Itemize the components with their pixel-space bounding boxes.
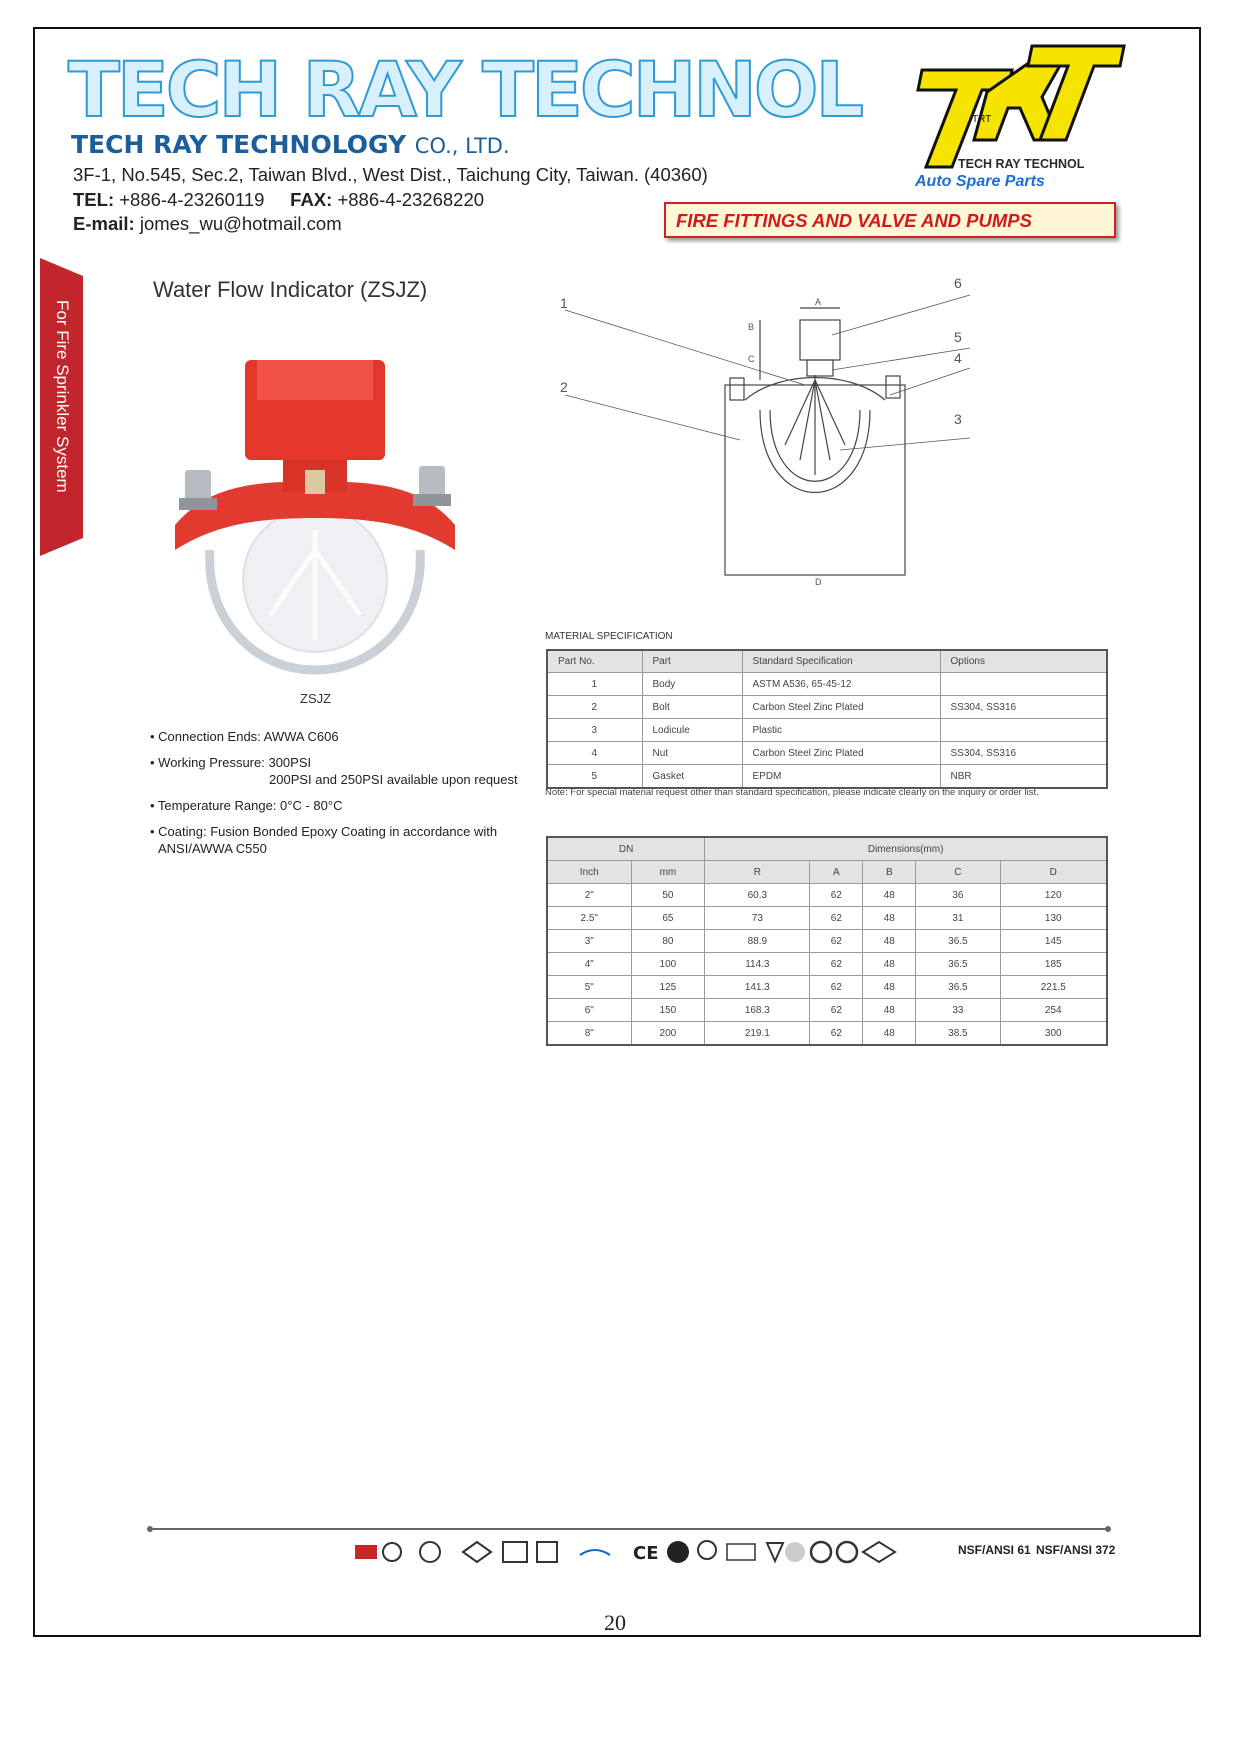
table-cell: Gasket [642,765,742,789]
table-cell: 31 [916,907,1000,930]
table-cell: Body [642,673,742,696]
fax-value: +886-4-23268220 [337,189,485,210]
dim-label-d: D [815,577,822,587]
kc-icon [811,1542,831,1562]
table-cell: ASTM A536, 65-45-12 [742,673,940,696]
table-cell: 168.3 [705,999,810,1022]
table-header-cell: Standard Specification [742,650,940,673]
fm-approved-icon [463,1542,491,1562]
table-cell: 60.3 [705,884,810,907]
table-header-row [547,650,1107,673]
tel-label: TEL: [73,189,115,210]
table-cell: 62 [810,884,863,907]
cert-nsf-61: NSF/ANSI 61 [958,1543,1031,1557]
callout-4: 4 [954,350,962,366]
spec-connection: • Connection Ends: AWWA C606 [150,729,339,744]
table-row [547,884,1107,907]
table-row [547,765,1107,789]
table-cell: 73 [705,907,810,930]
callout-6: 6 [954,275,962,291]
table-cell: 33 [916,999,1000,1022]
callout-1: 1 [560,295,568,311]
table-cell: 48 [863,884,916,907]
ul-listed-icon [420,1542,440,1562]
table-cell: 88.9 [705,930,810,953]
spec-coating-standard: ANSI/AWWA C550 [158,841,267,856]
table-cell: 145 [1000,930,1107,953]
cert-nsf-372: NSF/ANSI 372 [1036,1543,1116,1557]
table-cell: Carbon Steel Zinc Plated [742,696,940,719]
table-cell: 62 [810,1022,863,1046]
spec-coating: • Coating: Fusion Bonded Epoxy Coating in accordance with [150,824,498,839]
tel-value: +886-4-23260119 [119,189,265,210]
table-header-cell: C [916,861,1000,884]
company-name-main: TECH RAY TECHNOLOGY [71,130,407,159]
table-cell: 3 [547,719,642,742]
table-cell: 2" [547,884,631,907]
cert-logo-1 [355,1545,377,1559]
table-cell: Bolt [642,696,742,719]
table-cell: 125 [631,976,705,999]
brand-wordmark: TECH RAY TECHNOL [68,45,861,134]
table-cell: 219.1 [705,1022,810,1046]
table-header-cell: Inch [547,861,631,884]
company-name [71,130,510,159]
cert-logo-6 [537,1542,557,1562]
table-header-cell: Part No. [547,650,642,673]
product-photo-caption: ZSJZ [300,691,332,706]
category-banner-text: FIRE FITTINGS AND VALVE AND PUMPS [676,210,1032,231]
table-cell: 300 [1000,1022,1107,1046]
table-cell: 48 [863,953,916,976]
table-row [547,719,1107,742]
callout-2: 2 [560,379,568,395]
callout-5: 5 [954,329,962,345]
table-cell: 48 [863,976,916,999]
company-suffix: CO., LTD. [414,134,510,158]
contact-phone-fax [73,189,484,211]
table-cell [940,719,1107,742]
table-cell: 80 [631,930,705,953]
table-row [547,953,1107,976]
table-cell: 65 [631,907,705,930]
email-value[interactable]: jomes_wu@hotmail.com [139,213,342,234]
table-cell: 114.3 [705,953,810,976]
cert-logo-2 [383,1543,401,1561]
table-header-cell: A [810,861,863,884]
table-cell: NBR [940,765,1107,789]
cert-logo-16 [863,1542,895,1562]
table-cell: 5 [547,765,642,789]
table-cell: 2 [547,696,642,719]
group-header-dimensions: Dimensions(mm) [705,837,1107,861]
table-row [547,673,1107,696]
table-cell: 8" [547,1022,631,1046]
table-header-cell: Part [642,650,742,673]
material-note: Note: For special material request other than standard specification, please indicate clearly on the inquiry or order list. [545,787,1039,798]
table-cell: Carbon Steel Zinc Plated [742,742,940,765]
table-header-cell: B [863,861,916,884]
footer-divider [150,1528,1108,1530]
table-row [547,742,1107,765]
table-header-cell: D [1000,861,1107,884]
table-row [547,999,1107,1022]
vds-icon [503,1542,527,1562]
product-title: Water Flow Indicator (ZSJZ) [153,277,428,302]
table-header-cell: R [705,861,810,884]
table-cell: 2.5" [547,907,631,930]
dimensions-body [547,884,1107,1046]
logo-subtitle: TECH RAY TECHNOL [958,157,1085,171]
table-cell: Plastic [742,719,940,742]
category-banner [664,202,1116,238]
table-cell: 1 [547,673,642,696]
table-cell: 141.3 [705,976,810,999]
spec-pressure-note: 200PSI and 250PSI available upon request [269,772,518,787]
page-number: 20 [604,1610,626,1635]
table-cell: 6" [547,999,631,1022]
technical-drawing [560,275,1080,590]
table-cell: 62 [810,907,863,930]
table-header-row [547,861,1107,884]
table-cell: 62 [810,999,863,1022]
table-row [547,696,1107,719]
table-group-header-row [547,837,1107,861]
table-row [547,976,1107,999]
table-cell: 48 [863,907,916,930]
table-header-cell: mm [631,861,705,884]
logo-text: TRT [972,114,992,125]
table-header-cell: Options [940,650,1107,673]
table-cell: 100 [631,953,705,976]
table-cell: 120 [1000,884,1107,907]
table-cell: 36.5 [916,976,1000,999]
table-cell: 36.5 [916,930,1000,953]
group-header-dn: DN [547,837,705,861]
table-cell: 48 [863,1022,916,1046]
table-cell: 254 [1000,999,1107,1022]
table-cell: 62 [810,930,863,953]
table-cell: Nut [642,742,742,765]
table-cell: 48 [863,999,916,1022]
ts-icon [698,1541,716,1559]
table-cell: 185 [1000,953,1107,976]
table-cell: EPDM [742,765,940,789]
spec-pressure: • Working Pressure: 300PSI [150,755,312,770]
table-cell: 36 [916,884,1000,907]
wras-icon [580,1550,610,1555]
pc-icon [667,1541,689,1563]
table-cell [940,673,1107,696]
table-cell: 4" [547,953,631,976]
table-cell: 48 [863,930,916,953]
callout-3: 3 [954,411,962,427]
dvgw-icon [727,1544,755,1560]
cert-logo-12 [767,1543,783,1561]
product-photo [165,390,465,690]
table-cell: 200 [631,1022,705,1046]
side-tab-label: For Fire Sprinkler System [53,300,72,493]
email-label: E-mail: [73,213,135,234]
dimensions-table [546,836,1108,1046]
table-row [547,1022,1107,1046]
table-cell: Lodicule [642,719,742,742]
contact-email [73,213,342,235]
table-cell: 130 [1000,907,1107,930]
table-cell: 3" [547,930,631,953]
dim-label-b: B [748,322,755,332]
table-cell: 50 [631,884,705,907]
jis-icon [837,1542,857,1562]
ce-mark-icon: CE [633,1543,659,1564]
dim-label-c: C [748,354,755,364]
logo-tagline: Auto Spare Parts [915,173,1045,190]
table-cell: SS304, SS316 [940,696,1107,719]
product-specs-list [150,728,530,866]
table-cell: 4 [547,742,642,765]
table-cell: SS304, SS316 [940,742,1107,765]
material-spec-table [546,649,1108,789]
table-cell: 36.5 [916,953,1000,976]
spec-temperature: • Temperature Range: 0°C - 80°C [150,798,343,813]
table-cell: 38.5 [916,1022,1000,1046]
table-cell: 5" [547,976,631,999]
company-address: 3F-1, No.545, Sec.2, Taiwan Blvd., West Dist., Taichung City, Taiwan. (40360) [73,164,708,185]
dim-label-a: A [815,297,822,307]
fax-label: FAX: [290,189,333,210]
material-spec-label: MATERIAL SPECIFICATION [545,631,673,642]
table-cell: 150 [631,999,705,1022]
table-row [547,907,1107,930]
table-cell: 62 [810,953,863,976]
table-cell: 62 [810,976,863,999]
cert-logo-13 [785,1542,805,1562]
table-row [547,930,1107,953]
table-cell: 221.5 [1000,976,1107,999]
